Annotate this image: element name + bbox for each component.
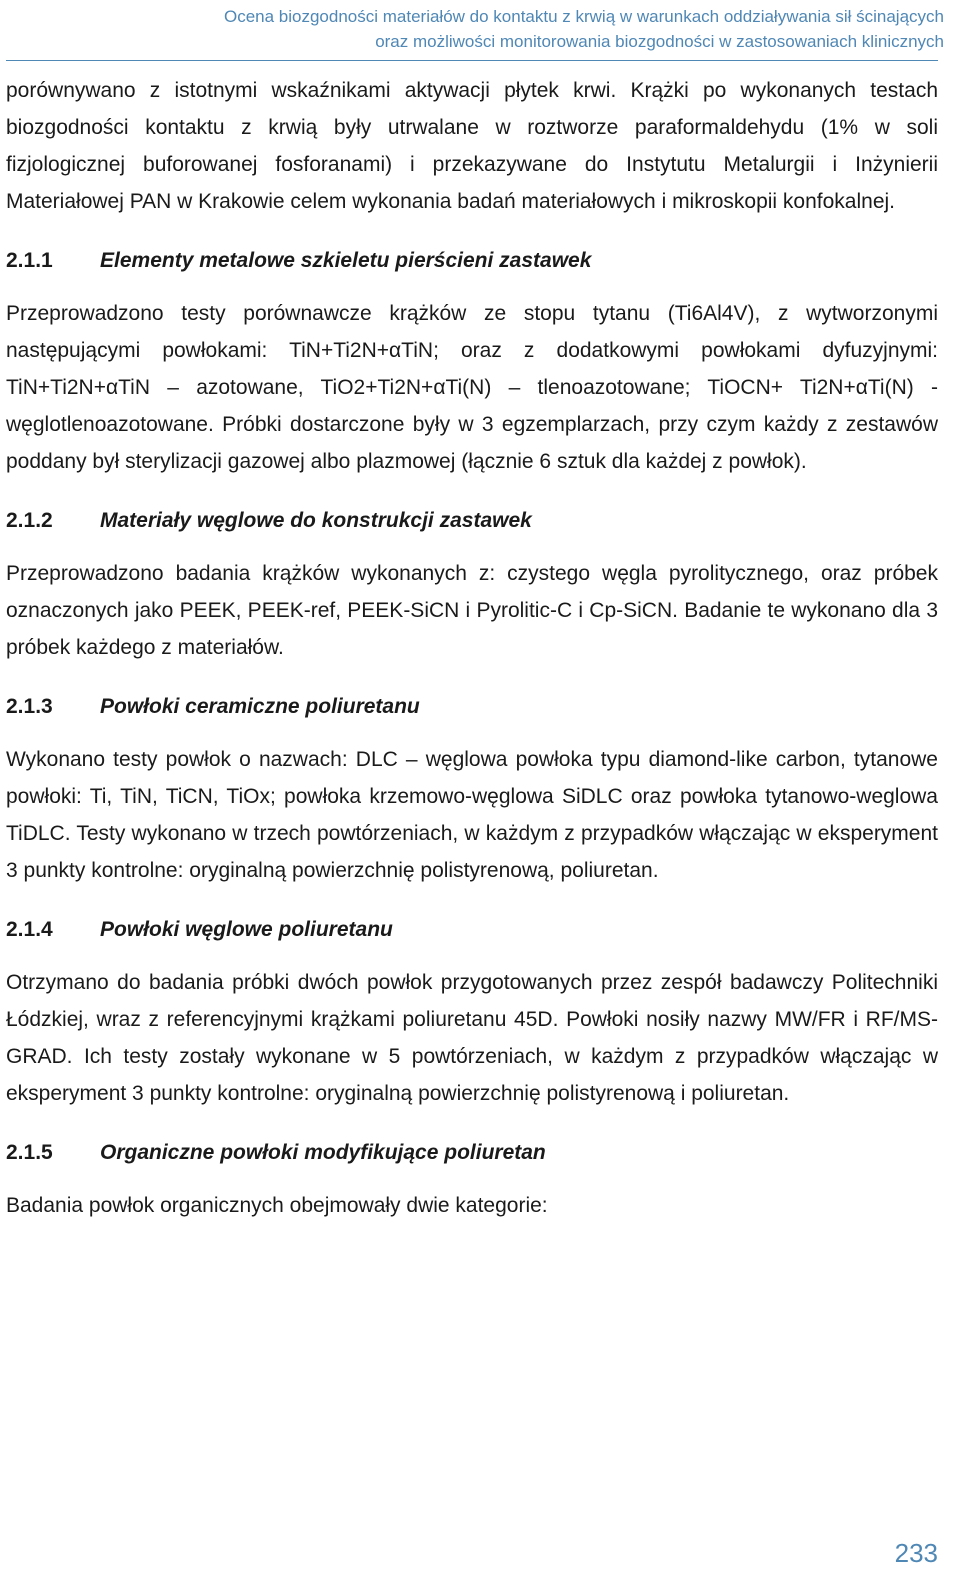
header-divider	[6, 60, 938, 61]
section-title: Elementy metalowe szkieletu pierścieni zastawek	[100, 249, 592, 272]
page-number: 233	[894, 1538, 938, 1568]
page-body	[6, 72, 938, 1224]
section-number: 2.1.5	[6, 1141, 53, 1164]
running-header-line-2: oraz możliwości monitorowania biozgodności w zastosowaniach klinicznych	[375, 32, 944, 51]
section-paragraph-2-1-2: Przeprowadzono badania krążków wykonanych z: czystego węgla pyrolitycznego, oraz próbek oznaczonych jako PEEK, PEEK-ref, PEEK-SiCN i Pyrolitic-C i Cp-SiCN. Badanie te wykonano dla 3 próbek każdego z materiałów.	[6, 562, 938, 659]
section-number: 2.1.2	[6, 509, 53, 532]
section-heading-2-1-3	[6, 688, 938, 725]
section-paragraph-2-1-4: Otrzymano do badania próbki dwóch powłok przygotowanych przez zespół badawczy Politechniki Łódzkiej, wraz z referencyjnymi krążkami poliuretanu 45D. Powłoki nosiły nazwy MW/FR i RF/MS-GRAD. Ich testy zostały wykonane w 5 powtórzeniach, w każdym z przypadków włączając w eksperyment 3 punkty kontrolne: oryginalną powierzchnię polistyrenową i poliuretan.	[6, 971, 938, 1105]
running-header	[44, 4, 944, 54]
intro-paragraph: porównywano z istotnymi wskaźnikami aktywacji płytek krwi. Krążki po wykonanych testach biozgodności kontaktu z krwią były utrwalane w roztworze paraformaldehydu (1% w soli fizjologicznej buforowanej fosforanami) i przekazywane do Instytutu Metalurgii i Inżynierii Materiałowej PAN w Krakowie celem wykonania badań materiałowych i mikroskopii konfokalnej.	[6, 79, 938, 213]
section-heading-2-1-5	[6, 1134, 938, 1171]
section-paragraph-2-1-3: Wykonano testy powłok o nazwach: DLC – węglowa powłoka typu diamond-like carbon, tytanowe powłoki: Ti, TiN, TiCN, TiOx; powłoka krzemowo-węglowa SiDLC oraz powłoka tytanowo-weglowa TiDLC. Testy wykonano w trzech powtórzeniach, w każdym z przypadków włączając w eksperyment 3 punkty kontrolne: oryginalną powierzchnię polistyrenową, poliuretan.	[6, 748, 938, 882]
section-paragraph-2-1-1: Przeprowadzono testy porównawcze krążków ze stopu tytanu (Ti6Al4V), z wytworzonymi następującymi powłokami: TiN+Ti2N+αTiN; oraz z dodatkowymi powłokami dyfuzyjnymi: TiN+Ti2N+αTiN – azotowane, TiO2+Ti2N+αTi(N) – tlenoazotowane; TiOCN+ Ti2N+αTi(N) - węglotlenoazotowane. Próbki dostarczone były w 3 egzemplarzach, przy czym każdy z zestawów poddany był sterylizacji gazowej albo plazmowej (łącznie 6 sztuk dla każdej z powłok).	[6, 302, 938, 473]
section-paragraph-2-1-5: Badania powłok organicznych obejmowały dwie kategorie:	[6, 1194, 548, 1217]
section-number: 2.1.4	[6, 918, 53, 941]
section-heading-2-1-2	[6, 502, 938, 539]
section-title: Organiczne powłoki modyfikujące poliuretan	[100, 1141, 546, 1164]
running-header-line-1: Ocena biozgodności materiałów do kontaktu z krwią w warunkach oddziaływania sił ścinających	[223, 7, 944, 26]
section-title: Powłoki węglowe poliuretanu	[100, 918, 393, 941]
section-number: 2.1.1	[6, 249, 53, 272]
section-title: Materiały węglowe do konstrukcji zastawek	[100, 509, 532, 532]
section-heading-2-1-4	[6, 911, 938, 948]
section-heading-2-1-1	[6, 242, 938, 279]
section-title: Powłoki ceramiczne poliuretanu	[100, 695, 420, 718]
section-number: 2.1.3	[6, 695, 53, 718]
